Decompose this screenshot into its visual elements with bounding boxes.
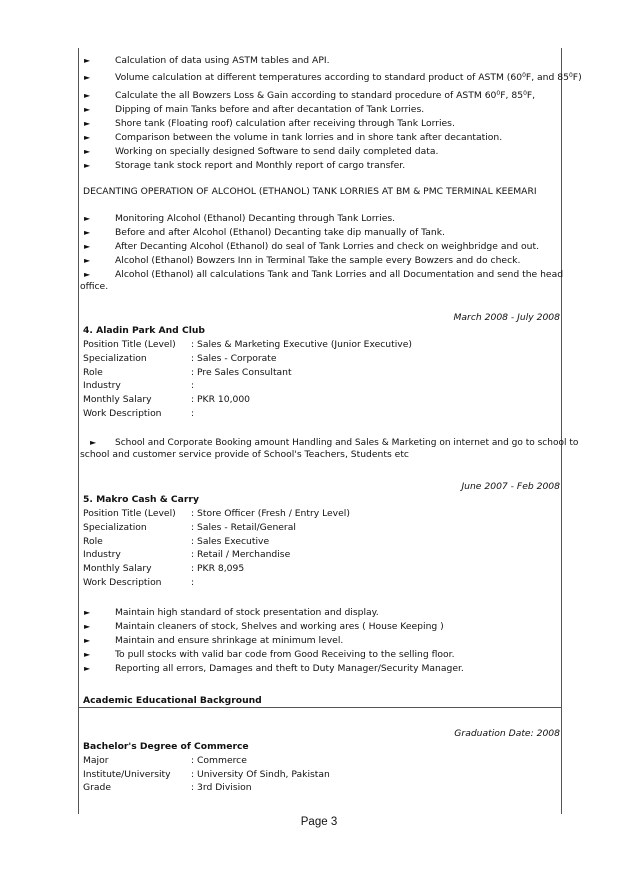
bullet-arrow-icon: ► (84, 650, 91, 659)
bullet-arrow-icon: ► (84, 242, 91, 251)
field-value: : Retail / Merchandise (191, 549, 291, 560)
field-value: : PKR 10,000 (191, 394, 251, 405)
field-label: Specialization (83, 522, 147, 533)
graduation-date: Graduation Date: 2008 (454, 728, 560, 739)
list-item: Reporting all errors, Damages and theft to Duty Manager/Security Manager. (115, 663, 464, 674)
field-label: Major (83, 755, 109, 766)
bullet-arrow-icon: ► (84, 105, 91, 114)
field-value: : Commerce (191, 755, 247, 766)
bullet-arrow-icon: ► (84, 119, 91, 128)
job5-title: 5. Makro Cash & Carry (83, 494, 199, 505)
field-value: : PKR 8,095 (191, 563, 245, 574)
right-border (561, 48, 562, 814)
list-item: Before and after Alcohol (Ethanol) Decanting take dip manually of Tank. (115, 227, 445, 238)
degree-title: Bachelor's Degree of Commerce (83, 741, 249, 752)
list-item: Calculate the all Bowzers Loss & Gain according to standard procedure of ASTM $60^0F$, $85^0F$, (115, 90, 536, 101)
field-label: Work Description (83, 577, 162, 588)
list-item: Monitoring Alcohol (Ethanol) Decanting through Tank Lorries. (115, 213, 396, 224)
bullet-arrow-icon: ► (84, 664, 91, 673)
field-value: : (191, 408, 195, 419)
list-item: Working on specially designed Software to send daily completed data. (115, 146, 439, 157)
bullet-arrow-icon: ► (84, 214, 91, 223)
job4-description-wrap: school and customer service provide of School's Teachers, Students etc (80, 449, 409, 460)
list-item: Calculation of data using ASTM tables and API. (115, 55, 330, 66)
field-label: Position Title (Level) (83, 508, 176, 519)
list-item: Shore tank (Floating roof) calculation after receiving through Tank Lorries. (115, 118, 455, 129)
field-label: Industry (83, 549, 121, 560)
field-label: Institute/University (83, 769, 171, 780)
bullet-arrow-icon: ► (84, 228, 91, 237)
bullet-arrow-icon: ► (84, 270, 91, 279)
left-border (78, 48, 79, 814)
field-label: Grade (83, 782, 112, 793)
job4-description: School and Corporate Booking amount Handling and Sales & Marketing on internet and go to school to (115, 438, 579, 448)
field-value: : Sales - Retail/General (191, 522, 296, 533)
field-value: : Sales & Marketing Executive (Junior Executive) (191, 339, 412, 350)
job4-date: March 2008 - July 2008 (453, 312, 560, 323)
bullet-arrow-icon: ► (84, 256, 91, 265)
field-label: Monthly Salary (83, 563, 152, 574)
list-item: Maintain and ensure shrinkage at minimum level. (115, 635, 344, 646)
bullet-arrow-icon: ► (84, 133, 91, 142)
field-value: : 3rd Division (191, 782, 252, 793)
field-value: : Pre Sales Consultant (191, 367, 292, 378)
job5-date: June 2007 - Feb 2008 (461, 481, 560, 492)
list-item: Dipping of main Tanks before and after decantation of Tank Lorries. (115, 104, 425, 115)
list-item: Alcohol (Ethanol) all calculations Tank and Tank Lorries and all Documentation and send the head (115, 269, 564, 280)
list-item: Alcohol (Ethanol) Bowzers Inn in Terminal Take the sample every Bowzers and do check. (115, 255, 521, 266)
list-item: Storage tank stock report and Monthly report of cargo transfer. (115, 160, 406, 171)
bullet-arrow-icon: ► (84, 91, 91, 100)
decanting-heading: DECANTING OPERATION OF ALCOHOL (ETHANOL) TANK LORRIES AT BM & PMC TERMINAL KEEMARI (83, 186, 537, 197)
bullet-arrow-icon: ► (90, 438, 97, 447)
bullet-arrow-icon: ► (84, 622, 91, 631)
academic-heading: Academic Educational Background (83, 695, 262, 706)
list-item: Volume calculation at different temperatures according to standard product of ASTM ($60^0F$, and $85^0F$) (115, 72, 582, 83)
bullet-arrow-icon: ► (84, 147, 91, 156)
field-label: Specialization (83, 353, 147, 364)
field-value: : (191, 577, 195, 588)
page-number: Page 3 (300, 816, 338, 828)
field-value: : University Of Sindh, Pakistan (191, 769, 330, 780)
field-label: Work Description (83, 408, 162, 419)
field-value: : Sales Executive (191, 536, 270, 547)
field-label: Position Title (Level) (83, 339, 176, 350)
bullet-arrow-icon: ► (84, 636, 91, 645)
field-value: : (191, 380, 195, 391)
list-item: After Decanting Alcohol (Ethanol) do seal of Tank Lorries and check on weighbridge and out. (115, 241, 540, 252)
field-label: Role (83, 367, 103, 378)
field-label: Industry (83, 380, 121, 391)
bullet-arrow-icon: ► (84, 608, 91, 617)
list-item: Maintain high standard of stock presentation and display. (115, 607, 379, 618)
field-label: Role (83, 536, 103, 547)
section-divider (78, 707, 562, 708)
field-value: : Store Officer (Fresh / Entry Level) (191, 508, 350, 519)
bullet-arrow-icon: ► (84, 56, 91, 65)
field-value: : Sales - Corporate (191, 353, 277, 364)
list-item: Comparison between the volume in tank lorries and in shore tank after decantation. (115, 132, 503, 143)
field-label: Monthly Salary (83, 394, 152, 405)
job4-title: 4. Aladin Park And Club (83, 325, 205, 336)
bullet-arrow-icon: ► (84, 73, 91, 82)
bullet-arrow-icon: ► (84, 161, 91, 170)
list-item: To pull stocks with valid bar code from Good Receiving to the selling floor. (115, 649, 455, 660)
list-item: Maintain cleaners of stock, Shelves and working ares ( House Keeping ) (115, 621, 444, 632)
list-item-wrap: office. (80, 281, 109, 292)
